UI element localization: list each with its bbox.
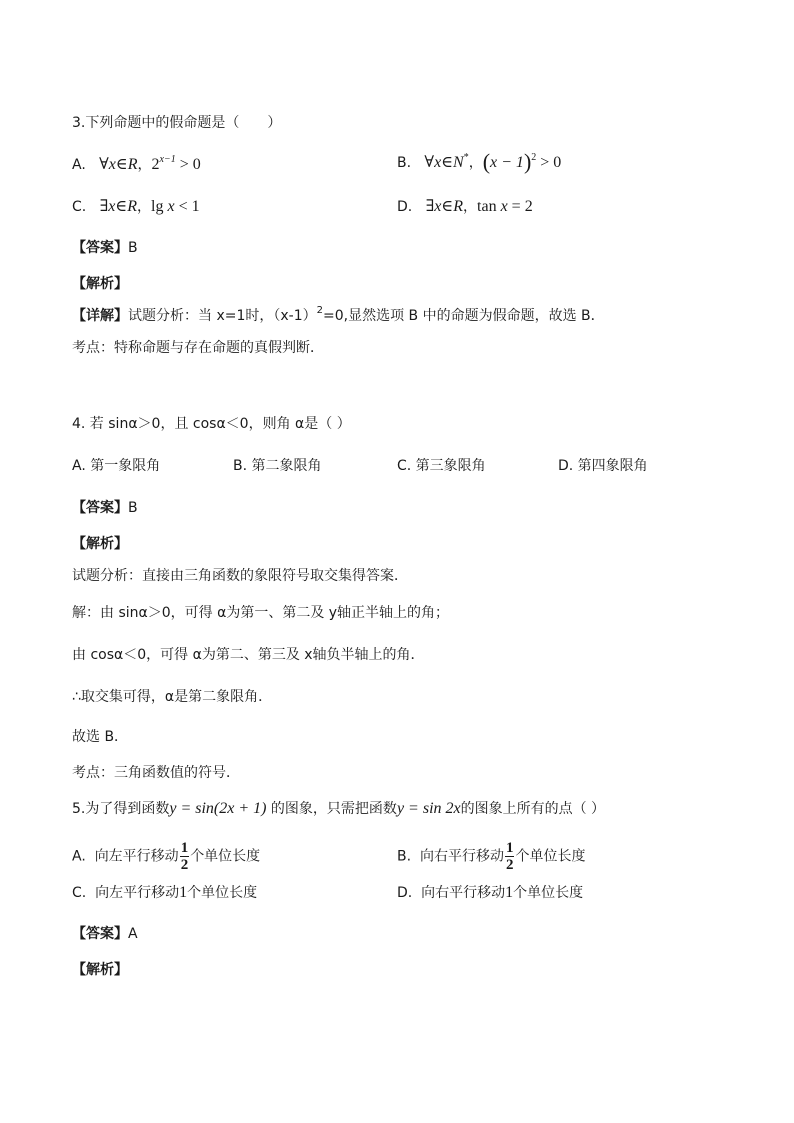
q5-option-c: C. 向左平行移动1个单位长度 <box>72 884 258 901</box>
q4-option-b: B. 第二象限角 <box>233 458 322 474</box>
q4-analysis-line: 故选 B． <box>72 729 129 745</box>
q5-stem: 5.为了得到函数y = sin(2x + 1) 的图象，只需把函数y = sin 2x的图象上所有的点（ ） <box>72 800 606 817</box>
q4-analysis-line: 解：由 sinα＞0，可得 α为第一、第二及 y轴正半轴上的角； <box>72 605 450 621</box>
q5-option-b: B. 向右平行移动 $\frac{1}{2}$ 个单位长度 <box>397 840 586 873</box>
q3-answer: 【答案】B <box>72 240 138 256</box>
q3-option-c: C. ∃x∈R，lg x < 1 <box>72 198 200 215</box>
q3-option-a: A. ∀x∈R，$2^{x-1} > 0$ <box>72 154 201 173</box>
q3-detail: 【详解】试题分析：当 x=1时，$(x-1)^2=0$,显然选项 B 中的命题为假命题，故选 B． <box>72 305 605 324</box>
q4-analysis-label: 【解析】 <box>72 536 128 552</box>
q3-option-d: D. ∃x∈R，tan x = 2 <box>397 198 533 215</box>
q3-analysis-label: 【解析】 <box>72 276 128 292</box>
q5-function-2: y = sin 2x <box>396 800 461 817</box>
q3-kaodian: 考点：特称命题与存在命题的真假判断． <box>72 340 324 356</box>
q5-analysis-label: 【解析】 <box>72 962 128 978</box>
q3-stem: 3.下列命题中的假命题是（ ） <box>72 115 282 131</box>
q4-option-a: A. 第一象限角 <box>72 458 161 474</box>
q4-kaodian: 考点：三角函数值的符号． <box>72 765 240 781</box>
q4-stem: 4. 若 sinα＞0，且 cosα＜0，则角 α是（ ） <box>72 416 351 432</box>
fraction: $\frac{1}{2}$ <box>180 840 189 873</box>
q5-answer: 【答案】A <box>72 926 138 942</box>
q4-answer: 【答案】B <box>72 500 138 516</box>
q4-analysis-line: 由 cosα＜0，可得 α为第二、第三及 x轴负半轴上的角． <box>72 647 425 663</box>
q3-option-b: B. ∀x∈N*，$(x - 1)^2 > 0$ <box>397 149 562 174</box>
q5-option-a: A. 向左平行移动 $\frac{1}{2}$ 个单位长度 <box>72 840 261 873</box>
q5-option-d: D. 向右平行移动1个单位长度 <box>397 884 584 901</box>
fraction: $\frac{1}{2}$ <box>505 840 514 873</box>
q4-option-c: C. 第三象限角 <box>397 458 486 474</box>
q4-analysis-line: 试题分析：直接由三角函数的象限符号取交集得答案． <box>72 568 408 584</box>
q5-function-1: y = sin(2x + 1) <box>169 800 267 817</box>
q4-option-d: D. 第四象限角 <box>558 458 648 474</box>
q4-analysis-line: ∴取交集可得，α是第二象限角． <box>72 689 273 705</box>
